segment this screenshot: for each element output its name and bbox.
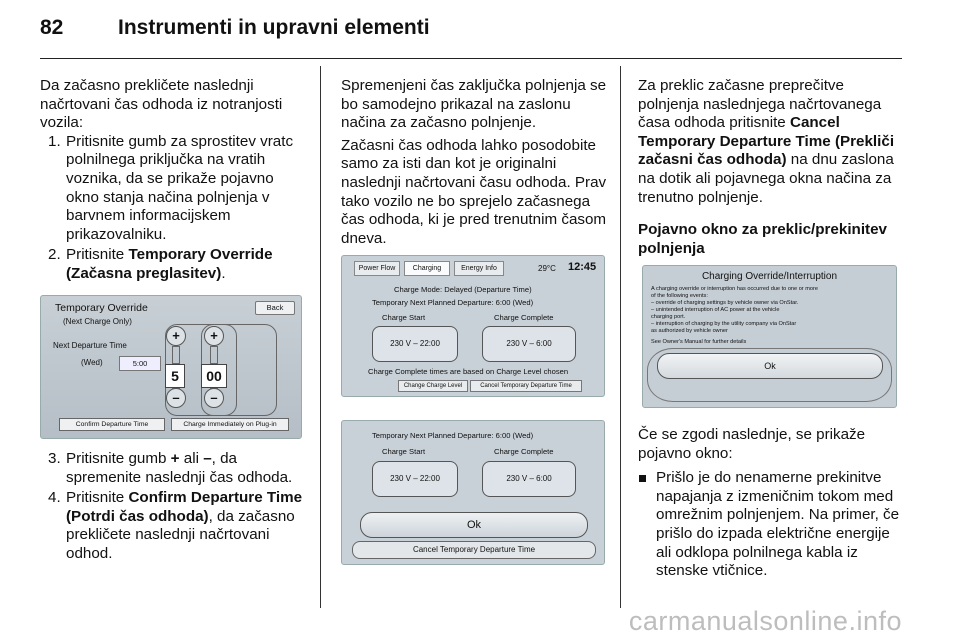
column-3-lower: [638, 426, 902, 581]
cancel-paragraph: [638, 77, 902, 207]
minute-bar-up: [210, 346, 218, 364]
popup-text-line: See Owner's Manual for further details: [651, 339, 747, 345]
step-text: Pritisnite gumb: [66, 450, 171, 467]
step-bold-text: Confirm Departure Time (Potrdi čas odhoda): [66, 489, 303, 525]
minute-minus-button: –: [204, 388, 224, 408]
hour-digit: 5: [165, 364, 185, 388]
column-divider-2: [620, 66, 621, 608]
popup-text-line: as authorized by vehicle owner: [651, 328, 728, 334]
minus-symbol: –: [203, 450, 212, 467]
temperature: 29°C: [538, 264, 556, 273]
paragraph-text: Za preklic začasne preprečitve polnjenja naslednjega načrtovanega časa odhoda pritisnite: [638, 77, 882, 132]
temporary-override-screen: [40, 295, 302, 439]
tab-power-flow: Power Flow: [354, 261, 400, 276]
charge-start-label: Charge Start: [382, 313, 426, 322]
bullet-square-icon: [639, 475, 646, 482]
step-number: 2.: [48, 246, 61, 264]
day-label: (Wed): [81, 358, 103, 367]
charge-complete-label: Charge Complete: [494, 313, 554, 322]
popup-text-line: charging port.: [651, 314, 686, 320]
step-number: 4.: [48, 489, 61, 507]
step-text: ali: [179, 450, 204, 467]
page-title: Instrumenti in upravni elementi: [118, 16, 430, 39]
hour-plus-button: +: [166, 326, 186, 346]
charge-complete-value: 230 V – 6:00: [482, 326, 576, 362]
ok-button: Ok: [657, 353, 883, 379]
ok-button: Ok: [360, 512, 588, 538]
step-text: Pritisnite gumb za sprostitev vratc polnilnega priključka na vratih voznika, da se prikaže pojavno okno stanja načina polnjenja v barvnem informacijskem prikazovalniku.: [66, 132, 294, 243]
step-bold-text: Temporary Override (Začasna preglasitev): [66, 246, 273, 282]
step-2: [40, 246, 308, 283]
tab-energy-info: Energy Info: [454, 261, 504, 276]
cancel-temporary-departure-button: Cancel Temporary Departure Time: [352, 541, 596, 559]
paragraph-text: na dnu zaslona na dotik ali pojavnega okna načina za trenutno polnjenje.: [638, 151, 894, 206]
charge-start-value: 230 V – 22:00: [372, 326, 458, 362]
change-charge-level-button: Change Charge Level: [398, 380, 468, 392]
hour-minus-button: –: [166, 388, 186, 408]
watermark: carmanualsonline.info: [628, 606, 902, 636]
section-heading: Pojavno okno za preklic/prekinitev polnjenja: [638, 221, 887, 257]
minute-plus-button: +: [204, 326, 224, 346]
plus-symbol: +: [170, 450, 180, 467]
confirm-departure-button: Confirm Departure Time: [59, 418, 165, 431]
column-1-lower: [40, 450, 308, 564]
popup-intro-paragraph: Če se zgodi naslednje, se prikaže pojavno okno:: [638, 426, 866, 462]
popup-title: Charging Override/Interruption: [701, 271, 838, 282]
temporary-departure-screen: [341, 420, 605, 565]
screen-title: Temporary Override: [55, 302, 148, 314]
minute-digit: 00: [201, 364, 227, 388]
popup-text-line: A charging override or interruption has occurred due to one or more: [651, 286, 818, 292]
charge-note: Charge Complete times are based on Charge Level chosen: [368, 367, 569, 376]
column-1: [40, 77, 308, 284]
column-divider-1: [320, 66, 321, 608]
step-text: Pritisnite: [66, 246, 129, 264]
step-number: 3.: [48, 450, 61, 467]
step-4: [40, 489, 308, 563]
header-rule: [40, 58, 902, 59]
popup-text-line: of the following events:: [651, 293, 708, 299]
paragraph-2: Začasni čas odhoda lahko posodobite samo za isti dan kot je originalni naslednji načrtovani času odhoda. Prav tako vozilo ne bo sprejelo začasnega čas odhoda, ki je pred trenutnim časom dneva.: [341, 136, 607, 247]
step-text: , da začasno prekličete naslednji načrtovani odhod.: [66, 507, 295, 562]
step-1: [40, 133, 308, 245]
paragraph-bold-text: Cancel Temporary Departure Time (Prekliči začasni čas odhoda): [638, 114, 895, 169]
bullet-item: [638, 469, 902, 581]
tab-charging: Charging: [404, 261, 450, 276]
charging-override-popup: [642, 265, 897, 408]
charge-complete-label: Charge Complete: [494, 447, 554, 456]
hour-bar-up: [172, 346, 180, 364]
charge-mode-label: Charge Mode: Delayed (Departure Time): [394, 285, 532, 294]
step-text: Pritisnite: [66, 489, 129, 507]
next-departure-label: Temporary Next Planned Departure: 6:00 (Wed): [372, 431, 534, 440]
charge-start-label: Charge Start: [382, 447, 426, 456]
step-3: [40, 450, 308, 487]
popup-text-line: – unintended interruption of AC power at the vehicle: [651, 307, 780, 313]
time-display: 5:00: [119, 356, 161, 371]
cancel-temporary-departure-button: Cancel Temporary Departure Time: [470, 380, 582, 392]
intro-paragraph: Da začasno prekličete naslednji načrtovani čas odhoda iz notranjosti vozila:: [40, 77, 283, 132]
charge-complete-value: 230 V – 6:00: [482, 461, 576, 497]
step-text: .: [221, 264, 226, 282]
page-number: 82: [40, 16, 64, 39]
step-text: , da spremenite naslednji čas odhoda.: [66, 450, 293, 486]
charge-mode-screen: [341, 255, 605, 397]
screen-subtitle: (Next Charge Only): [63, 317, 132, 326]
bullet-text: Prišlo je do nenamerne prekinitve napajanja z izmeničnim tokom med omrežnim polnjenjem. Na primer, če prišlo do izpada električne energije ali odklopa polnilnega kabla iz stenske vtičnice.: [656, 469, 900, 580]
paragraph-1: Spremenjeni čas zaključka polnjenja se bo samodejno prikazal na zaslonu načina za začasno polnjenje.: [341, 77, 607, 132]
next-departure-label: Next Departure Time: [53, 341, 127, 350]
clock: 12:45: [568, 261, 597, 273]
charge-start-value: 230 V – 22:00: [372, 461, 458, 497]
back-button: Back: [255, 301, 295, 315]
column-3: [638, 77, 902, 258]
popup-text-line: – interruption of charging by the utility company via OnStar: [651, 321, 797, 327]
next-departure-label: Temporary Next Planned Departure: 6:00 (Wed): [372, 298, 534, 307]
step-number: 1.: [48, 132, 61, 150]
column-2: [341, 77, 609, 248]
charge-immediately-button: Charge Immediately on Plug-in: [171, 418, 289, 431]
popup-text-line: – override of charging settings by vehicle owner via OnStar.: [651, 300, 799, 306]
